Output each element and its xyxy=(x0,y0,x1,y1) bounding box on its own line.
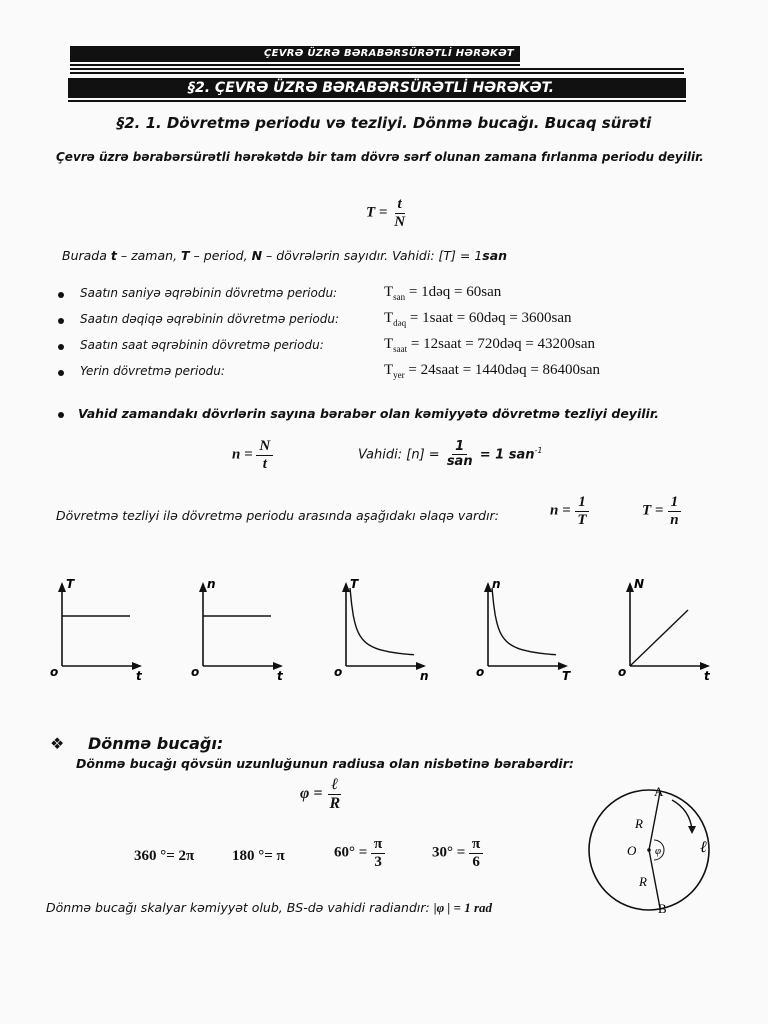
arc-arrowhead xyxy=(688,826,696,834)
graph-y-label: n xyxy=(492,577,501,591)
period-label: Saatın saniyə əqrəbinin dövretmə periodu: xyxy=(80,286,338,300)
period-symbol: T xyxy=(384,310,394,326)
graph-y-label: n xyxy=(207,577,216,591)
graph-origin-label: o xyxy=(334,665,343,679)
formula-lhs: φ = xyxy=(300,784,323,802)
formula-lhs: n = xyxy=(232,446,253,463)
bullet xyxy=(58,292,64,298)
header-top-title: ÇEVRƏ ÜZRƏ BƏRABƏRSÜRƏTLİ HƏRƏKƏT xyxy=(264,48,514,59)
relation-formula-n xyxy=(550,494,590,528)
period-value xyxy=(384,336,595,354)
circle-diagram xyxy=(582,782,722,922)
graph-x-label: T xyxy=(562,669,571,683)
header-main-bar xyxy=(68,78,686,98)
center-dot xyxy=(647,848,651,852)
header-stripe xyxy=(70,64,520,66)
formula-den: N xyxy=(394,213,406,230)
period-equation: = 12saat = 720dəq = 43200san xyxy=(410,336,596,352)
label-arc: ℓ xyxy=(700,839,707,856)
formula-frequency xyxy=(232,438,273,472)
graph-curve xyxy=(630,610,688,666)
unit-rhs: = 1 san xyxy=(479,447,535,463)
period-label: Saatın saat əqrəbinin dövretmə periodu: xyxy=(80,338,324,352)
formula-period xyxy=(366,196,408,230)
period-value xyxy=(384,284,501,302)
graph-x-label: t xyxy=(704,669,710,683)
period-symbol: T xyxy=(384,336,394,352)
bullet xyxy=(58,412,64,418)
period-equation: = 24saat = 1440dəq = 86400san xyxy=(408,362,601,378)
formula-lhs: T = xyxy=(642,502,664,519)
equality-num: π xyxy=(469,836,483,854)
formula-num: ℓ xyxy=(328,776,341,795)
graph-y-arrow-icon xyxy=(199,582,207,592)
graph-x-label: t xyxy=(277,669,283,683)
label-phi: φ xyxy=(655,845,662,857)
graph-y-label: T xyxy=(66,577,75,591)
graph-y-arrow-icon xyxy=(58,582,66,592)
explanation-prefix: Burada xyxy=(62,248,107,263)
unit-den: san xyxy=(446,454,473,470)
bullet xyxy=(58,370,64,376)
equality-num: π xyxy=(371,836,385,854)
formula-lhs: T = xyxy=(366,204,388,221)
period-symbol: T xyxy=(384,362,394,378)
period-item xyxy=(58,362,698,388)
graph-y-arrow-icon xyxy=(484,582,492,592)
rotation-definition: Dönmə bucağı qövsün uzunluğunun radiusa olan nisbətinə bərabərdir: xyxy=(76,756,574,771)
label-O: O xyxy=(627,843,637,858)
equality-lhs: 30° = xyxy=(432,844,466,861)
header-main-title: §2. ÇEVRƏ ÜZRƏ BƏRABƏRSÜRƏTLİ HƏRƏKƏT. xyxy=(188,80,555,96)
header-stripe xyxy=(68,100,686,102)
unit-lhs: Vahidi: [n] = xyxy=(358,447,440,463)
relation-text: Dövretmə tezliyi ilə dövretmə periodu arasında aşağıdakı əlaqə vardır: xyxy=(56,508,499,523)
formula-num: 1 xyxy=(668,494,682,512)
bullet xyxy=(58,344,64,350)
header-stripe xyxy=(70,72,684,74)
section-title: §2. 1. Dövretmə periodu və tezliyi. Dönmə bucağı. Bucaq sürəti xyxy=(116,114,652,132)
T-desc: – period, xyxy=(193,248,248,263)
equality-den: 3 xyxy=(374,853,382,870)
formula-den: t xyxy=(262,455,267,472)
equality-180: 180 °= π xyxy=(232,848,285,864)
unit-word: san xyxy=(482,248,508,263)
sym-N: N xyxy=(251,248,263,263)
graph-x-label: n xyxy=(420,669,429,683)
graph-y-arrow-icon xyxy=(342,582,350,592)
t-desc: – zaman, xyxy=(120,248,178,263)
scalar-unit: |φ | = 1 rad xyxy=(433,900,493,915)
formula-lhs: n = xyxy=(550,502,571,519)
period-subscript: san xyxy=(393,292,406,302)
period-label: Yerin dövretmə periodu: xyxy=(80,364,225,378)
period-item xyxy=(58,284,698,310)
period-subscript: yer xyxy=(393,370,405,380)
period-subscript: saat xyxy=(393,344,408,354)
bullet xyxy=(58,318,64,324)
period-subscript: dəq xyxy=(393,318,407,328)
formula-den: n xyxy=(670,511,679,528)
period-equation: = 1dəq = 60san xyxy=(408,284,502,300)
sym-t: t xyxy=(110,248,117,263)
period-item xyxy=(58,310,698,336)
formula-rotation xyxy=(300,776,343,812)
label-B: B xyxy=(658,901,667,916)
scalar-sentence: Dönmə bucağı skalyar kəmiyyət olub, BS-də vahidi radiandır: xyxy=(46,900,430,915)
graph-y-label: N xyxy=(634,577,645,591)
header-top-bar xyxy=(70,46,520,62)
label-A: A xyxy=(654,784,664,799)
formula-num: N xyxy=(256,438,273,456)
explanation-line xyxy=(62,248,507,263)
sym-T: T xyxy=(181,248,190,263)
graph-y-arrow-icon xyxy=(626,582,634,592)
label-R1: R xyxy=(635,816,643,831)
period-value xyxy=(384,310,572,328)
rotation-heading: Dönmə bucağı: xyxy=(88,734,224,753)
header-stripe xyxy=(70,68,684,70)
graphs-row xyxy=(0,570,768,690)
unit-T: [T] = 1 xyxy=(438,248,483,263)
graphs-svg xyxy=(0,570,768,690)
graph-curve xyxy=(492,588,556,655)
definition-period: Çevrə üzrə bərabərsürətli hərəkətdə bir tam dövrə sərf olunan zamana fırlanma periodu deyilir. xyxy=(56,150,704,164)
unit-exp: -1 xyxy=(534,445,543,455)
graph-x-label: t xyxy=(136,669,142,683)
frequency-unit xyxy=(358,440,542,470)
formula-num: t xyxy=(395,196,405,214)
unit-num: 1 xyxy=(452,440,467,455)
N-desc: – dövrələrin sayıdır. Vahidi: xyxy=(266,248,435,263)
equality-lhs: 60° = xyxy=(334,844,368,861)
graph-y-label: T xyxy=(350,577,359,591)
graph-origin-label: o xyxy=(618,665,627,679)
graph-curve xyxy=(350,588,414,655)
label-R2: R xyxy=(639,874,647,889)
graph-origin-label: o xyxy=(191,665,200,679)
diamond-bullet-icon: ❖ xyxy=(50,734,65,753)
equality-30 xyxy=(432,836,483,870)
formula-num: 1 xyxy=(575,494,589,512)
formula-den: R xyxy=(329,794,341,812)
definition-frequency: Vahid zamandakı dövrlərin sayına bərabər olan kəmiyyətə dövretmə tezliyi deyilir. xyxy=(78,406,659,421)
equality-60 xyxy=(334,836,385,870)
graph-origin-label: o xyxy=(50,665,59,679)
period-list xyxy=(58,284,698,388)
period-item xyxy=(58,336,698,362)
period-equation: = 1saat = 60dəq = 3600san xyxy=(409,310,572,326)
period-value xyxy=(384,362,600,380)
scalar-text xyxy=(46,900,492,916)
graph-origin-label: o xyxy=(476,665,485,679)
period-label: Saatın dəqiqə əqrəbinin dövretmə periodu: xyxy=(80,312,340,326)
formula-den: T xyxy=(577,511,587,528)
equality-den: 6 xyxy=(472,853,480,870)
equality-360: 360 °= 2π xyxy=(134,848,195,864)
relation-formula-T xyxy=(642,494,682,528)
period-symbol: T xyxy=(384,284,394,300)
